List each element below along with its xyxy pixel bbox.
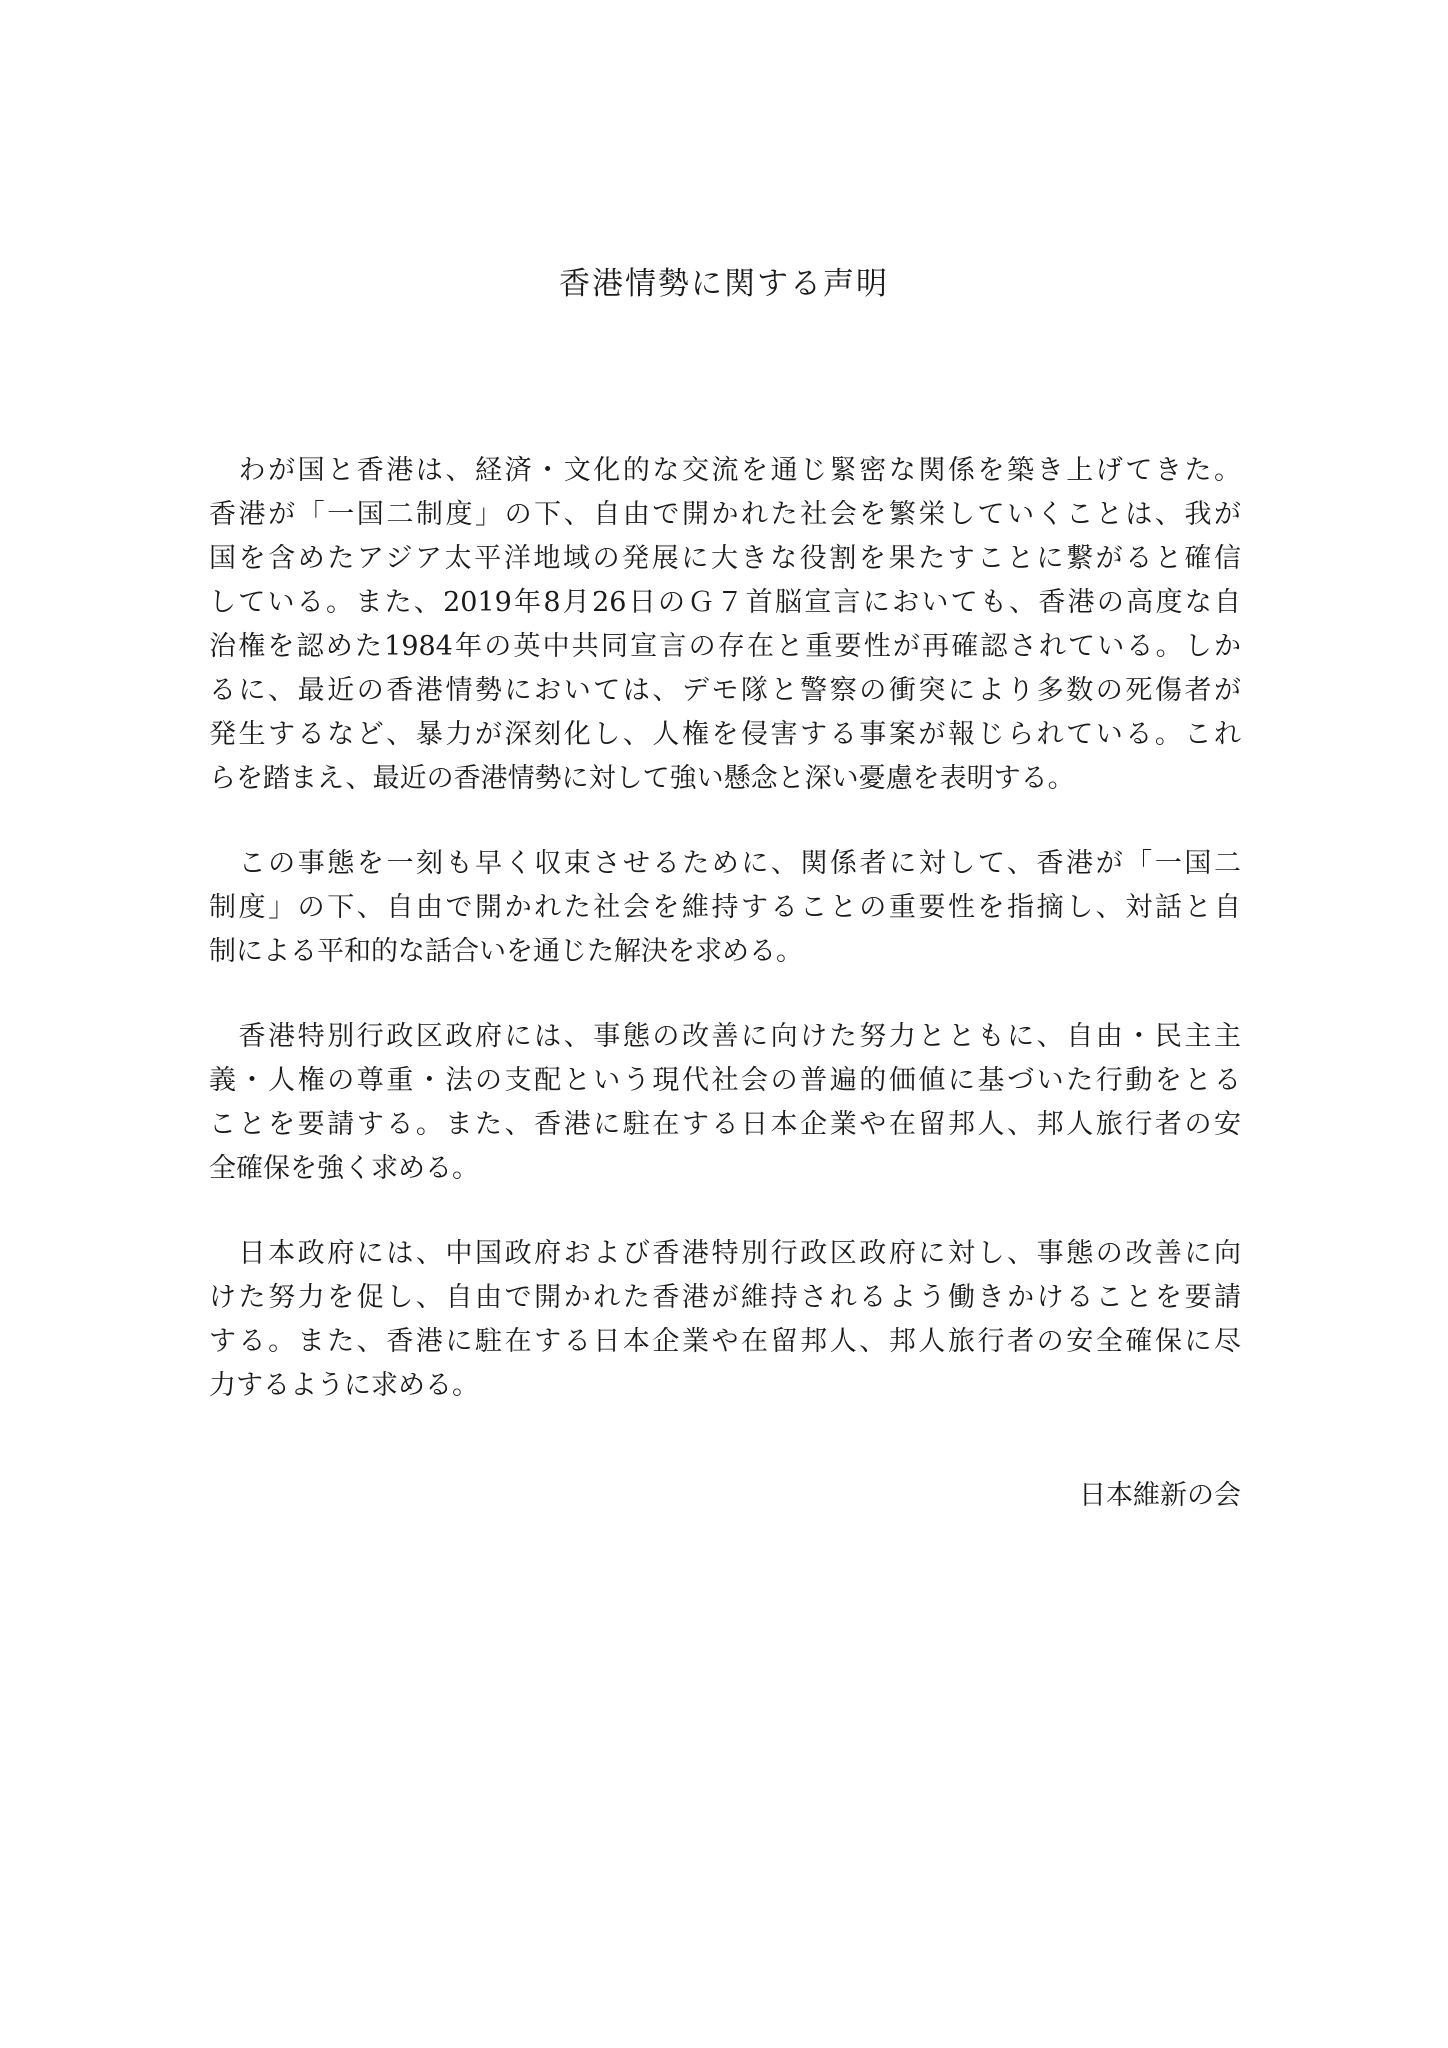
- text-line: らを踏まえ、最近の香港情勢に対して強い懸念と深い憂慮を表明する。: [209, 763, 1075, 794]
- text-line: けた努力を促し、自由で開かれた香港が維持されるよう働きかけることを要請: [209, 1282, 1241, 1313]
- document-title: 香港情勢に関する声明: [559, 266, 889, 302]
- text-line: 義・人権の尊重・法の支配という現代社会の普遍的価値に基づいた行動をとる: [209, 1065, 1241, 1096]
- text-line: 全確保を強く求める。: [209, 1153, 479, 1184]
- text-line: 香港特別行政区政府には、事態の改善に向けた努力とともに、自由・民主主: [209, 1021, 1241, 1052]
- text-line: わが国と香港は、経済・文化的な交流を通じ緊密な関係を築き上げてきた。: [209, 455, 1241, 486]
- text-line: るに、最近の香港情勢においては、デモ隊と警察の衝突により多数の死傷者が: [209, 675, 1241, 706]
- text-line: 制度」の下、自由で開かれた社会を維持することの重要性を指摘し、対話と自: [209, 892, 1241, 923]
- text-line: 香港が「一国二制度」の下、自由で開かれた社会を繁栄していくことは、我が: [209, 499, 1241, 530]
- text-line: 発生するなど、暴力が深刻化し、人権を侵害する事案が報じられている。これ: [209, 719, 1241, 750]
- text-line: この事態を一刻も早く収束させるために、関係者に対して、香港が「一国二: [209, 848, 1241, 879]
- text-line: 力するように求める。: [209, 1370, 479, 1401]
- paragraph-4: [209, 1232, 1241, 1408]
- text-line: 日本政府には、中国政府および香港特別行政区政府に対し、事態の改善に向: [209, 1238, 1241, 1269]
- paragraph-2: [209, 842, 1241, 974]
- text-line: 制による平和的な話合いを通じた解決を求める。: [209, 936, 803, 967]
- text-line: 治権を認めた1984年の英中共同宣言の存在と重要性が再確認されている。しか: [209, 631, 1241, 662]
- paragraph-1: [209, 449, 1241, 801]
- signature: 日本維新の会: [1079, 1480, 1241, 1511]
- text-line: している。また、2019年8月26日のＧ７首脳宣言においても、香港の高度な自: [209, 587, 1241, 618]
- text-line: ことを要請する。また、香港に駐在する日本企業や在留邦人、邦人旅行者の安: [209, 1109, 1241, 1140]
- statement-body: [209, 449, 1241, 1449]
- text-line: 国を含めたアジア太平洋地域の発展に大きな役割を果たすことに繋がると確信: [209, 543, 1241, 574]
- paragraph-3: [209, 1015, 1241, 1191]
- text-line: する。また、香港に駐在する日本企業や在留邦人、邦人旅行者の安全確保に尽: [209, 1326, 1241, 1357]
